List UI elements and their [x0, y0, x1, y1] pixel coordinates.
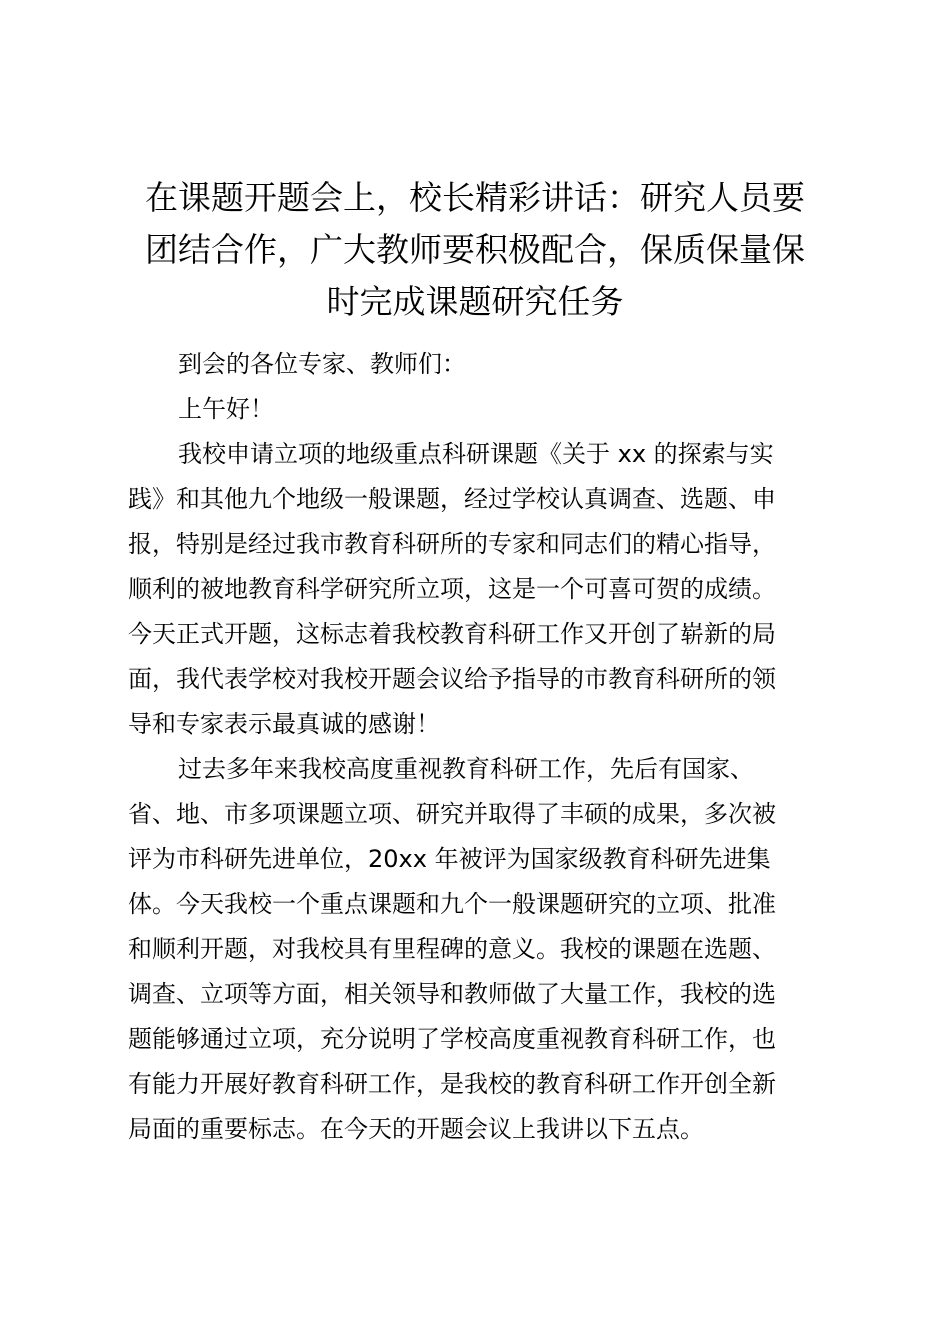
paragraph-line: 评为市科研先进单位，20xx 年被评为国家级教育科研先进集 [128, 845, 771, 873]
document-title [118, 172, 832, 328]
paragraph-line: 今天正式开题，这标志着我校教育科研工作又开创了崭新的局 [128, 620, 776, 648]
paragraph-line: 调查、立项等方面，相关领导和教师做了大量工作，我校的选 [128, 980, 776, 1008]
salutation-paragraph [128, 342, 822, 387]
body-paragraph [128, 432, 822, 747]
paragraph-line: 省、地、市多项课题立项、研究并取得了丰硕的成果，多次被 [128, 800, 776, 828]
body-paragraph [128, 747, 822, 1152]
paragraph-line: 和顺利开题，对我校具有里程碑的意义。我校的课题在选题、 [128, 935, 776, 963]
paragraph-line: 顺利的被地教育科学研究所立项，这是一个可喜可贺的成绩。 [128, 575, 776, 603]
title-line: 在课题开题会上，校长精彩讲话：研究人员要 [145, 178, 805, 217]
paragraph-line: 到会的各位专家、教师们： [178, 350, 466, 378]
paragraph-line: 践》和其他九个地级一般课题，经过学校认真调查、选题、申 [128, 485, 776, 513]
paragraph-line: 报，特别是经过我市教育科研所的专家和同志们的精心指导， [128, 530, 776, 558]
paragraph-line: 我校申请立项的地级重点科研课题《关于 xx 的探索与实 [178, 440, 774, 468]
paragraph-line: 有能力开展好教育科研工作，是我校的教育科研工作开创全新 [128, 1070, 776, 1098]
paragraph-line: 局面的重要标志。在今天的开题会议上我讲以下五点。 [128, 1115, 704, 1143]
title-line: 时完成课题研究任务 [326, 282, 624, 321]
paragraph-line: 体。今天我校一个重点课题和九个一般课题研究的立项、批准 [128, 890, 776, 918]
paragraph-line: 题能够通过立项，充分说明了学校高度重视教育科研工作，也 [128, 1025, 776, 1053]
paragraph-line: 上午好！ [178, 395, 274, 423]
paragraph-line: 面，我代表学校对我校开题会议给予指导的市教育科研所的领 [128, 665, 776, 693]
document-body [128, 342, 822, 1152]
paragraph-line: 导和专家表示最真诚的感谢！ [128, 710, 440, 738]
paragraph-line: 过去多年来我校高度重视教育科研工作，先后有国家、 [178, 755, 754, 783]
greeting-paragraph [128, 387, 822, 432]
title-line: 团结合作，广大教师要积极配合，保质保量保 [145, 230, 805, 269]
